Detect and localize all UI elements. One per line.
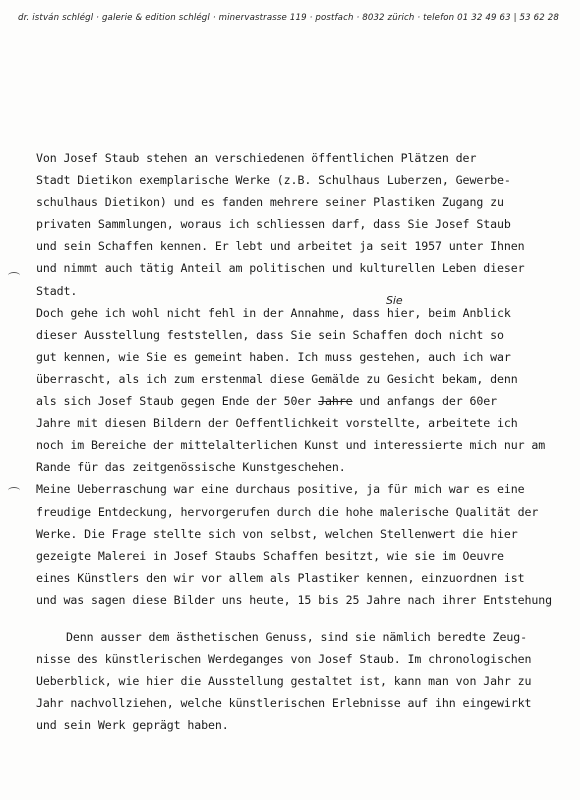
- text-line: Von Josef Staub stehen an verschiedenen öffentlichen Plätzen der: [36, 151, 477, 165]
- text-line: Stadt.: [36, 283, 78, 298]
- text-line: privaten Sammlungen, woraus ich schliessen darf, dass Sie Josef Staub: [36, 217, 511, 232]
- text-line: Denn ausser dem ästhetischen Genuss, sind sie nämlich beredte Zeug-: [66, 629, 527, 644]
- text-line: und sein Werk geprägt haben.: [36, 718, 229, 733]
- letterhead: dr. istván schlégl · galerie & edition schlégl · minervastrasse 119 · postfach · 8032 zürich · telefon 01 32 49 63 | 53 62 28: [18, 13, 560, 23]
- punch-hole-mark: [8, 487, 20, 494]
- handwritten-insertion: Sie: [386, 293, 403, 307]
- text-line: gezeigte Malerei in Josef Staubs Schaffen besitzt, wie sie im Oeuvre: [36, 548, 504, 563]
- text-line: und nimmt auch tätig Anteil am politischen und kulturellen Leben dieser: [36, 261, 525, 276]
- text-fragment: Doch gehe ich wohl nicht fehl in der Annahme, dass: [36, 305, 387, 320]
- text-line: und sein Schaffen kennen. Er lebt und arbeitet ja seit 1957 unter Ihnen: [36, 239, 525, 254]
- paragraph-3: [36, 478, 576, 611]
- text-fragment: und anfangs der 60er: [352, 394, 497, 409]
- text-line: Meine Ueberraschung war eine durchaus positive, ja für mich war es eine: [36, 482, 525, 497]
- punch-hole-mark: [8, 272, 20, 279]
- paragraph-2: [36, 293, 576, 479]
- letter-body: [36, 147, 576, 736]
- text-line: Stadt Dietikon exemplarische Werke (z.B. Schulhaus Luberzen, Gewerbe-: [36, 173, 511, 188]
- text-fragment: als sich Josef Staub gegen Ende der 50er: [36, 394, 319, 409]
- text-line: [36, 390, 576, 412]
- text-line: freudige Entdeckung, hervorgerufen durch die hohe malerische Qualität der: [36, 504, 539, 519]
- paragraph-1: [36, 147, 576, 302]
- text-line: gut kennen, wie Sie es gemeint haben. Ich muss gestehen, auch ich war: [36, 349, 511, 364]
- paragraph-4: [36, 626, 576, 736]
- text-line: und was sagen diese Bilder uns heute, 15 bis 25 Jahre nach ihrer Entstehung: [36, 592, 553, 607]
- paragraph-gap: [36, 611, 576, 626]
- text-line: Rande für das zeitgenössische Kunstgeschehen.: [36, 460, 346, 475]
- text-line: Jahr nachvollziehen, welche künstlerischen Erlebnisse auf ihn eingewirkt: [36, 696, 532, 711]
- text-line: eines Künstlers den wir vor allem als Plastiker kennen, einzuordnen ist: [36, 570, 525, 585]
- text-line: schulhaus Dietikon) und es fanden mehrere seiner Plastiken Zugang zu: [36, 195, 504, 210]
- text-line: [36, 293, 576, 324]
- text-line: überrascht, als ich zum erstenmal diese Gemälde zu Gesicht bekam, denn: [36, 371, 518, 386]
- text-fragment: hier, beim Anblick: [386, 305, 511, 320]
- text-line: Ueberblick, wie hier die Ausstellung gestaltet ist, kann man von Jahr zu: [36, 674, 532, 689]
- text-line: noch im Bereiche der mittelalterlichen Kunst und interessierte mich nur am: [36, 438, 546, 453]
- struck-word: Jahre: [318, 394, 353, 409]
- text-line: dieser Ausstellung feststellen, dass Sie sein Schaffen doch nicht so: [36, 327, 504, 342]
- text-line: Jahre mit diesen Bildern der Oeffentlichkeit vorstellte, arbeitete ich: [36, 416, 518, 431]
- text-line: nisse des künstlerischen Werdeganges von Josef Staub. Im chronologischen: [36, 652, 532, 667]
- text-line: Werke. Die Frage stellte sich von selbst, welchen Stellenwert die hier: [36, 526, 518, 541]
